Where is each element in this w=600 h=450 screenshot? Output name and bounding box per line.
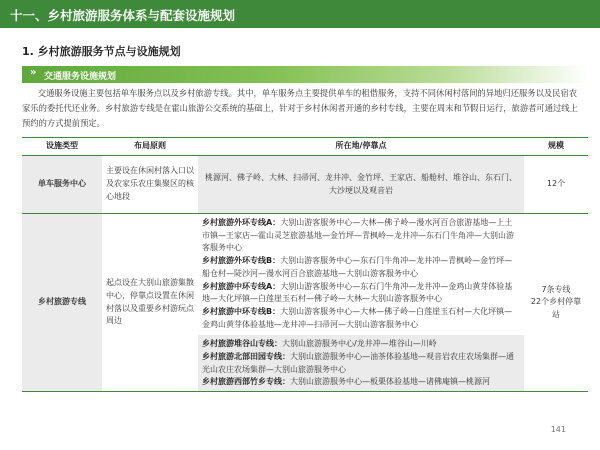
scale-cell: 12个 <box>524 156 588 214</box>
facility-type-cell: 乡村旅游专线 <box>22 214 102 392</box>
chevron-right-icon: » <box>30 67 37 78</box>
page-number: 141 <box>550 425 566 434</box>
route-name: 乡村旅游西部竹乡专线： <box>202 377 290 387</box>
route-group-a <box>198 214 524 333</box>
section-title: 1. 乡村旅游服务节点与设施规划 <box>22 45 181 58</box>
principle-cell: 主要设在休闲村落入口以及农家乐农庄集聚区的核心地段 <box>102 156 198 214</box>
column-header: 设施类型 <box>22 138 102 156</box>
location-cell: 桃源河、佛子岭、大林、扫帚河、龙井冲、金竹坪、王家店、船舱村、堆谷山、东石门、大沙埂以及观音岩 <box>198 156 524 214</box>
route-item <box>202 338 520 351</box>
route-list-cell <box>198 214 524 392</box>
route-desc: 大别山游客服务中心—东石门牛角冲—龙井冲—青枫岭—金竹坪—船仓村—陡沙河—漫水河百合旅游基地—大别山游客服务中心 <box>202 256 513 278</box>
route-desc: 大别山旅游服务中心—油茶体验基地—观音岩农庄农场集群—通光山农庄农场集群—大别山旅游服务中心 <box>202 352 514 374</box>
table-row <box>22 156 588 214</box>
facility-type-cell: 单车服务中心 <box>22 156 102 214</box>
header-bar <box>0 0 600 28</box>
route-desc: 大别山旅游服务中心—板栗体验基地—诸佛庵镇—桃源河 <box>290 377 490 387</box>
principle-cell: 起点设在大别山旅游集散中心，停靠点设置在休闲村落以及重要乡村游玩点周边 <box>102 214 198 392</box>
scale-cell: 7条专线 22个乡村停靠站 <box>524 214 588 392</box>
route-item <box>202 376 520 389</box>
route-item <box>202 306 520 331</box>
route-item <box>202 217 520 255</box>
intro-paragraph: 交通服务设施主要包括单车服务点以及乡村旅游专线。其中，单车服务点主要提供单车的租借服务，支持不同休闲村落间的异地归还服务以及民宿农家乐的委托代还业务。乡村旅游专线是在霍山旅游公交系统的基础上，针对于乡村休闲者开通的乡村专线，主要在周末和节假日运行，旅游者可通过线上预约的方式提前预定。 <box>22 88 578 128</box>
table-row <box>22 214 588 392</box>
route-name: 乡村旅游中环专线A： <box>202 281 281 291</box>
route-name: 乡村旅游中环专线B： <box>202 306 281 316</box>
route-item <box>202 281 520 306</box>
column-header: 所在地/停靠点 <box>198 138 524 156</box>
route-desc: 大别山游客服务中心—大林—佛子岭—漫水河百合旅游基地—上土市镇—王家店—霍山灵芝旅游基地—金竹坪—青枫岭—龙井冲—东石门牛角冲—大别山游客服务中心 <box>202 218 514 253</box>
facility-table <box>22 137 588 392</box>
page-title: 十一、乡村旅游服务体系与配套设施规划 <box>10 8 236 23</box>
route-name: 乡村旅游外环专线A： <box>202 218 281 227</box>
route-desc: 大别山游客服务中心—东石门牛角冲—龙井冲—金鸡山黄芽体验基地—大化坪镇—白莲崖玉石村—佛子岭—大林—大别山游客服务中心 <box>202 281 513 304</box>
route-item <box>202 351 520 376</box>
subsection-label: 交通服务设施规划 <box>44 72 117 82</box>
table-header-row <box>22 138 588 156</box>
route-item <box>202 255 520 280</box>
route-name: 乡村旅游堆谷山专线： <box>202 339 282 349</box>
column-header: 规模 <box>524 138 588 156</box>
route-name: 乡村旅游外环专线B： <box>202 256 281 266</box>
route-name: 乡村旅游北部田园专线： <box>202 352 290 362</box>
route-group-b <box>198 333 524 391</box>
route-desc: 大别山游客服务中心—大林—佛子岭—白莲崖玉石村—大化坪镇—金鸡山黄芽体验基地—龙井冲—扫帚河—大别山游客服务中心 <box>202 306 513 329</box>
route-desc: 大别山旅游服务中心/龙井冲—堆谷山—川岭 <box>282 339 437 349</box>
subsection-banner <box>22 66 588 83</box>
column-header: 布局原则 <box>102 138 198 156</box>
